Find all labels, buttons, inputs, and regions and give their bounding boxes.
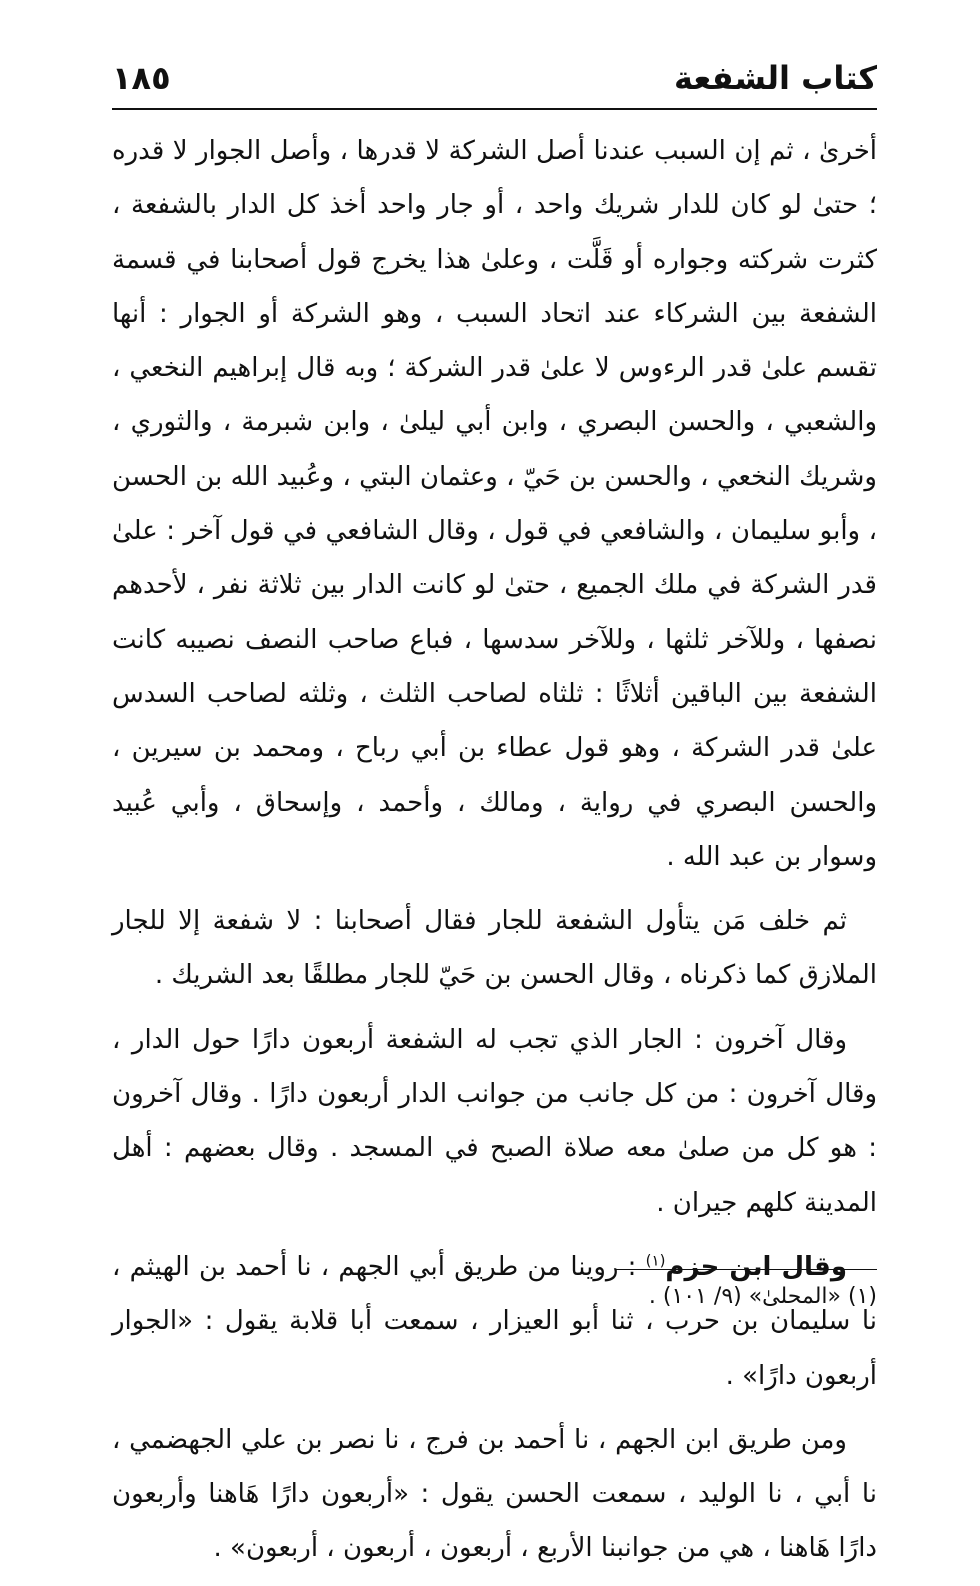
header-divider (112, 108, 877, 110)
paragraph-5: ومن طريق ابن الجهم ، نا أحمد بن فرج ، نا نصر بن علي الجهضمي ، نا أبي ، نا الوليد ، سمعت الحسن يقول : «أربعون دارًا هَاهنا وأربعون دارًا هَاهنا ، هي من جوانبنا الأربع ، أربعون ، أربعون ، أربعون» . (112, 1424, 877, 1564)
paragraph-2: ثم خلف مَن يتأول الشفعة للجار فقال أصحابنا : لا شفعة إلا للجار الملازق كما ذكرناه ، وقال الحسن بن حَيّ للجار مطلقًا بعد الشريك . (112, 906, 877, 991)
paragraph-3: وقال آخرون : الجار الذي تجب له الشفعة أربعون دارًا حول الدار ، وقال آخرون : من كل جانب من جوانب الدار أربعون دارًا . وقال آخرون : هو كل من صلىٰ معه صلاة الصبح في المسجد . وقال بعضهم : أهل المدينة كلهم جيران . (112, 1024, 877, 1218)
main-text (112, 124, 877, 1586)
paragraph-4 (112, 1240, 877, 1403)
paragraph-1: أخرىٰ ، ثم إن السبب عندنا أصل الشركة لا قدرها ، وأصل الجوار لا قدره ؛ حتىٰ لو كان للدار شريك واحد ، أو جار واحد أخذ كل الدار بالشفعة ، كثرت شركته وجواره أو قَلَّت ، وعلىٰ هذا يخرج قول أصحابنا في قسمة الشفعة بين الشركاء عند اتحاد السبب ، وهو الشركة أو الجوار : أنها تقسم علىٰ قدر الرءوس لا علىٰ قدر الشركة ؛ وبه قال إبراهيم النخعي ، والشعبي ، والحسن البصري ، وابن أبي ليلىٰ ، وابن شبرمة ، والثوري ، وشريك النخعي ، والحسن بن حَيّ ، وعثمان البتي ، وعُبيد الله بن الحسن ، وأبو سليمان ، والشافعي في قول ، وقال الشافعي في قول آخر : علىٰ قدر الشركة في ملك الجميع ، حتىٰ لو كانت الدار بين ثلاثة نفر ، لأحدهم نصفها ، وللآخر ثلثها ، وللآخر سدسها ، فباع صاحب النصف نصيبه كانت الشفعة بين الباقين أثلاثًا : ثلثاه لصاحب الثلث ، وثلثه لصاحب السدس علىٰ قدر الشركة ، وهو قول عطاء بن أبي رباح ، ومحمد بن سيرين ، والحسن البصري في رواية ، ومالك ، وأحمد ، وإسحاق ، وأبي عُبيد وسوار بن عبد الله . (112, 136, 877, 872)
paragraph-4-text: : روينا من طريق أبي الجهم ، نا أحمد بن الهيثم ، نا سليمان بن حرب ، ثنا أبو العيزار ، سمعت أبا قلابة يقول : «الجوار أربعون دارًا» . (112, 1251, 877, 1391)
footnote: (١) «المحلىٰ» (٩/ ١٠١) . (648, 1284, 877, 1309)
footnote-divider (615, 1269, 877, 1270)
chapter-title: كتاب الشفعة (673, 59, 877, 97)
quote-lead: وقال ابن حزم (665, 1251, 847, 1282)
footnote-marker: (١) (645, 1251, 666, 1270)
page-number: ١٨٥ (112, 59, 171, 97)
running-header (112, 55, 877, 105)
